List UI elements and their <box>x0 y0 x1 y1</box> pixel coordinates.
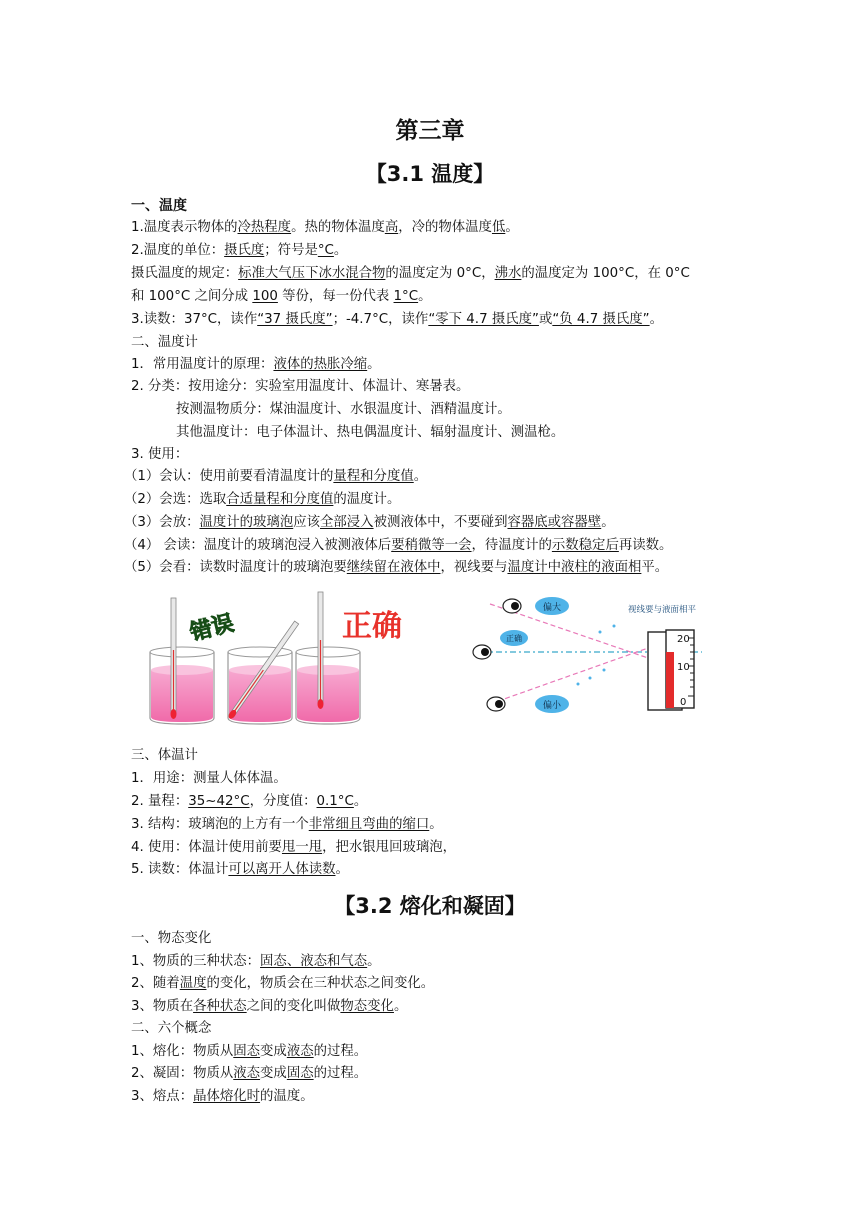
section-3-2-title: 【3.2 熔化和凝固】 <box>334 894 526 918</box>
beaker-2 <box>228 647 292 724</box>
eye-middle-icon <box>473 645 491 659</box>
line-temp-unit: 2.温度的单位：摄氏度；符号是°C。 <box>131 243 348 258</box>
line-temp-change: 2、随着温度的变化，物质会在三种状态之间变化。 <box>131 976 435 991</box>
heading-clinical-thermometer: 三、体温计 <box>131 748 198 763</box>
thermometer-3 <box>318 592 324 709</box>
line-classification-use: 2. 分类：按用途分：实验室用温度计、体温计、寒暑表。 <box>131 379 470 394</box>
line-temp-definition: 1.温度表示物体的冷热程度。热的物体温度高，冷的物体温度低。 <box>131 220 519 235</box>
heading-thermometer: 二、温度计 <box>131 335 198 350</box>
sight-line-figure <box>452 592 738 722</box>
line-usage-1: （1）会认：使用前要看清温度计的量程和分度值。 <box>124 469 428 484</box>
label-correct: 正确 <box>506 634 522 643</box>
eye-top-icon <box>503 599 521 613</box>
line-usage: 3. 使用： <box>131 447 189 462</box>
line-usage-3: （3）会放：温度计的玻璃泡应该全部浸入被测液体中，不要碰到容器底或容器壁。 <box>124 515 615 530</box>
line-clinical-range: 2. 量程：35~42°C，分度值：0.1°C。 <box>131 794 368 809</box>
line-usage-4: （4） 会读：温度计的玻璃泡浸入被测液体后要稍微等一会，待温度计的示数稳定后再读数。 <box>124 538 673 553</box>
line-reading: 3.读数：37°C，读作“37 摄氏度”；-4.7°C，读作“零下 4.7 摄氏度”或“负 4.7 摄氏度”。 <box>131 312 663 327</box>
line-melting: 1、熔化：物质从固态变成液态的过程。 <box>131 1044 368 1059</box>
line-usage-2: （2）会选：选取合适量程和分度值的温度计。 <box>124 492 401 507</box>
label-too-low: 偏小 <box>542 701 562 711</box>
line-solidifying: 2、凝固：物质从液态变成固态的过程。 <box>131 1066 368 1081</box>
line-clinical-use: 1．用途：测量人体体温。 <box>131 771 287 786</box>
heading-six-concepts: 二、六个概念 <box>131 1021 212 1036</box>
line-clinical-reading: 5. 读数：体温计可以离开人体读数。 <box>131 862 349 877</box>
beaker-1 <box>150 647 214 724</box>
line-state-change-def: 3、物质在各种状态之间的变化叫做物态变化。 <box>131 999 408 1014</box>
heading-temperature: 一、温度 <box>131 198 187 214</box>
line-melting-point: 3、熔点：晶体熔化时的温度。 <box>131 1089 314 1104</box>
thermometer-placement-figure <box>146 590 426 728</box>
section-3-1-title: 【3.1 温度】 <box>365 162 495 186</box>
heading-state-change: 一、物态变化 <box>131 931 212 946</box>
sight-caption: 视线要与液面相平 <box>628 605 697 615</box>
line-classification-other: 其他温度计：电子体温计、热电偶温度计、辐射温度计、测温枪。 <box>176 425 565 440</box>
line-three-states: 1、物质的三种状态：固态、液态和气态。 <box>131 954 381 969</box>
eye-bottom-icon <box>487 697 505 711</box>
tick-20: 20 <box>677 634 690 645</box>
line-celsius-rule: 摄氏温度的规定：标准大气压下冰水混合物的温度定为 0°C，沸水的温度定为 100°C，在 0°C <box>131 266 690 281</box>
label-right: 正确 <box>342 609 402 644</box>
label-too-high: 偏大 <box>542 603 562 613</box>
thermometer-scale <box>648 630 694 710</box>
tick-0: 0 <box>680 697 687 708</box>
chapter-title: 第三章 <box>395 118 465 144</box>
line-clinical-structure: 3. 结构：玻璃泡的上方有一个非常细且弯曲的缩口。 <box>131 817 443 832</box>
label-wrong: 错误 <box>187 611 237 646</box>
line-usage-5: （5）会看：读数时温度计的玻璃泡要继续留在液体中，视线要与温度计中液柱的液面相平。 <box>124 560 669 575</box>
line-clinical-usage: 4. 使用：体温计使用前要甩一甩，把水银甩回玻璃泡， <box>131 840 457 855</box>
tick-10: 10 <box>677 662 690 673</box>
beaker-3 <box>296 647 360 724</box>
thermometer-1 <box>171 598 177 719</box>
line-classification-material: 按测温物质分：煤油温度计、水银温度计、酒精温度计。 <box>176 402 511 417</box>
line-celsius-division: 和 100°C 之间分成 100 等份，每一份代表 1°C。 <box>131 289 432 304</box>
line-principle: 1．常用温度计的原理：液体的热胀冷缩。 <box>131 357 381 372</box>
